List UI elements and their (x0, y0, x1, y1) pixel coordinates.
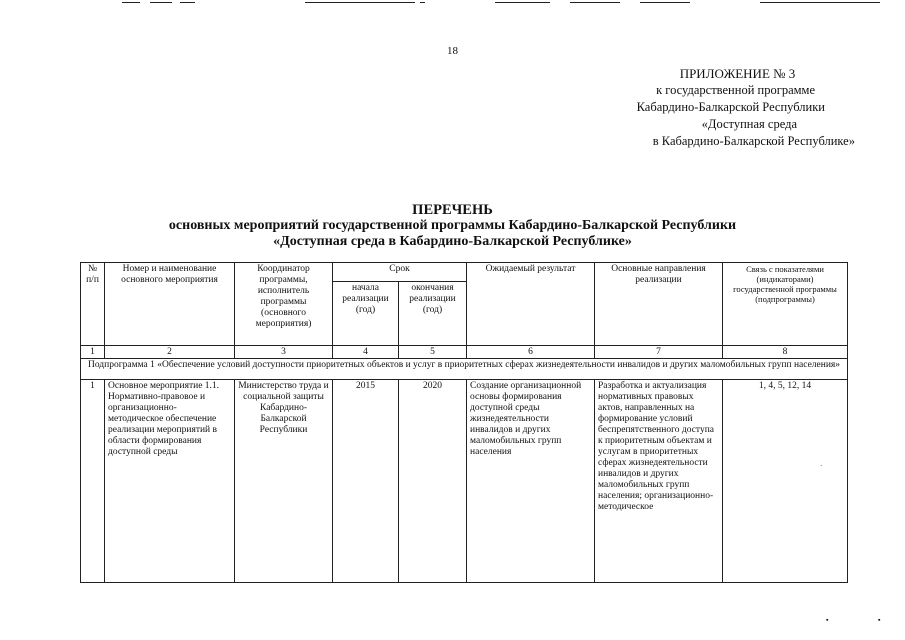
appendix-line: «Доступная среда (701, 117, 797, 131)
page-number: 18 (447, 45, 458, 57)
row-num: 1 (81, 380, 105, 583)
row-start-year: 2015 (333, 380, 399, 583)
appendix-line: Кабардино-Балкарской Республики (636, 100, 825, 114)
row-result: Создание организационной основы формирования доступной среды жизнедеятельности инвалидов и других маломобильных групп населения (467, 380, 595, 583)
subprogram-row (81, 359, 848, 380)
header-link: Связь с показателями (индикаторами) государственной программы (подпрограммы) (723, 263, 848, 346)
scan-artifact-line (305, 2, 415, 3)
header-name: Номер и наименование основного мероприятия (105, 263, 235, 346)
column-number-row (81, 346, 848, 359)
column-number: 8 (723, 346, 848, 359)
row-end-year: 2020 (399, 380, 467, 583)
scan-speck: · (820, 462, 823, 470)
row-link: 1, 4, 5, 12, 14 (723, 380, 848, 583)
header-term: Срок (333, 263, 467, 282)
header-result: Ожидаемый результат (467, 263, 595, 346)
appendix-line: в Кабардино-Балкарской Республике» (652, 134, 855, 148)
table-row (81, 380, 848, 583)
title-program-name: «Доступная среда в Кабардино-Балкарской Республике» (273, 234, 632, 249)
title-subheading: основных мероприятий государственной программы Кабардино-Балкарской Республики (168, 218, 737, 233)
column-number: 2 (105, 346, 235, 359)
measures-table (80, 262, 848, 583)
row-directions: Разработка и актуализация нормативных правовых актов, направленных на формирование условий беспрепятственного доступа к приоритетным объектам и услугам в приоритетных сферах жизнедеятельности инвалидов и других маломобильных групп населения; организационно-методическое (595, 380, 723, 583)
title-heading: ПЕРЕЧЕНЬ (412, 202, 493, 218)
column-number: 3 (235, 346, 333, 359)
appendix-line: к государственной программе (656, 83, 815, 97)
scan-artifact-line (495, 2, 550, 3)
appendix-header (560, 65, 855, 150)
document-title (0, 202, 905, 250)
column-number: 6 (467, 346, 595, 359)
scan-artifact-line (640, 2, 690, 3)
column-number: 1 (81, 346, 105, 359)
header-row (81, 263, 848, 282)
header-num: № п/п (81, 263, 105, 346)
header-directions: Основные направления реализации (595, 263, 723, 346)
scan-artifact-line (122, 2, 140, 3)
row-coordinator: Министерство труда и социальной защиты Кабардино-Балкарской Республики (235, 380, 333, 583)
scan-artifact-line (420, 2, 425, 3)
scan-speck: ▪ (826, 616, 829, 624)
scan-artifact-line (570, 2, 620, 3)
column-number: 4 (333, 346, 399, 359)
column-number: 5 (399, 346, 467, 359)
header-term-end: окончания реализации (год) (399, 282, 467, 346)
scan-artifact-line (760, 2, 880, 3)
scan-artifact-line (150, 2, 172, 3)
header-coordinator: Координатор программы, исполнитель программы (основного мероприятия) (235, 263, 333, 346)
scan-artifact-line (180, 2, 195, 3)
row-name: Основное мероприятие 1.1. Нормативно-правовое и организационно-методическое обеспечение реализации мероприятий в области формирования доступной среды (105, 380, 235, 583)
header-term-start: начала реализации (год) (333, 282, 399, 346)
column-number: 7 (595, 346, 723, 359)
scan-speck: ▪ (878, 616, 881, 624)
appendix-title: ПРИЛОЖЕНИЕ № 3 (679, 66, 796, 81)
subprogram-title: Подпрограмма 1 «Обеспечение условий доступности приоритетных объектов и услуг в приоритетных сферах жизнедеятельности инвалидов и других маломобильных групп населения» (81, 359, 848, 380)
